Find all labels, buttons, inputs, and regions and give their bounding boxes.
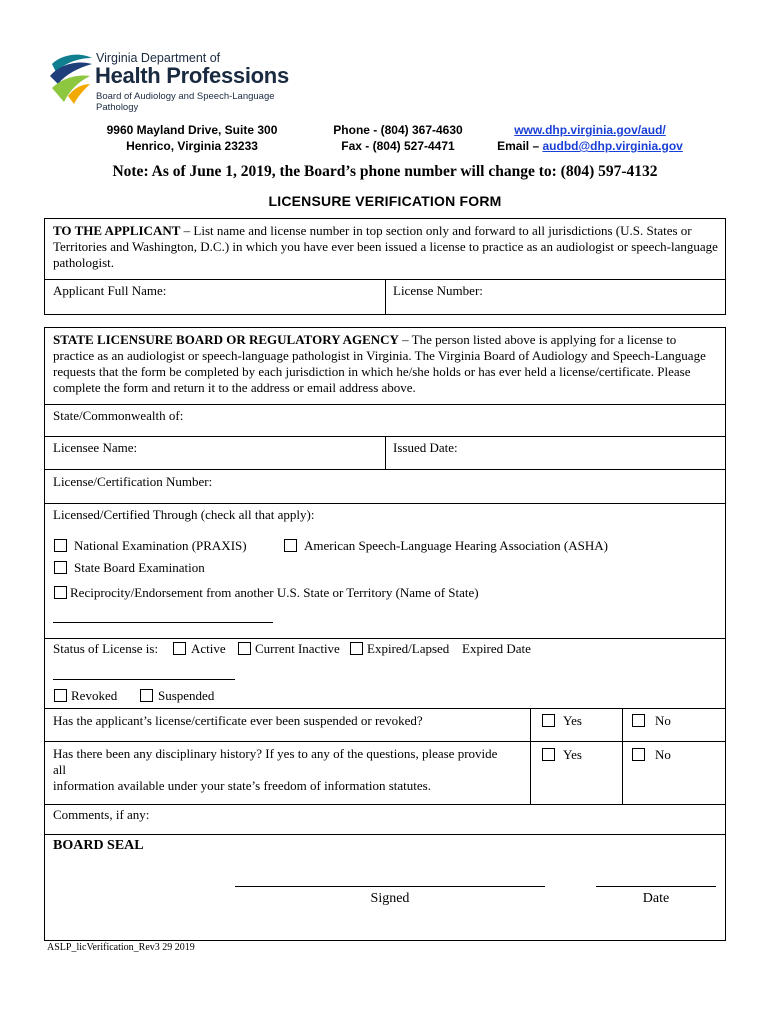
divider — [622, 708, 623, 804]
q2-line-2: all — [53, 762, 66, 777]
divider — [530, 708, 531, 804]
q2-yes-label: Yes — [563, 747, 582, 762]
logo-line-2: Health Professions — [95, 63, 289, 88]
reciprocity-label: Reciprocity/Endorsement from another U.S. State or Territory (Name of State) — [70, 585, 479, 600]
status-current-inactive-checkbox[interactable] — [238, 642, 251, 655]
dhp-logo — [48, 48, 308, 113]
status-expired-lapsed-label: Expired/Lapsed — [367, 641, 450, 656]
license-cert-number-label: License/Certification Number: — [53, 474, 213, 489]
status-current-inactive-label: Current Inactive — [255, 641, 340, 656]
divider — [385, 436, 386, 469]
asha-checkbox[interactable] — [284, 539, 297, 552]
divider — [45, 834, 725, 835]
license-number-label: License Number: — [393, 283, 483, 298]
board-phone-fax — [318, 122, 478, 154]
praxis-checkbox[interactable] — [54, 539, 67, 552]
divider — [45, 469, 725, 470]
form-title: LICENSURE VERIFICATION FORM — [268, 193, 502, 209]
address-line-1: 9960 Mayland Drive, Suite 300 — [106, 123, 278, 137]
board-instructions-text: – The person listed above is applying for a license to practice as an audiologist or speech-language pathologist in Virginia. The Virginia Board of Audiology and Speech-Language requests that the form be completed by each jurisdiction in which he/she holds or has ever held a license/certificate. Please complete the form and return it to the address or email address above. — [53, 332, 706, 395]
status-active-checkbox[interactable] — [173, 642, 186, 655]
q2-no-checkbox[interactable] — [632, 748, 645, 761]
q1-yes-label: Yes — [563, 713, 582, 728]
issued-date-label: Issued Date: — [393, 440, 458, 455]
q1-suspended-revoked: Has the applicant’s license/certificate ever been suspended or revoked? — [53, 713, 423, 728]
reciprocity-checkbox[interactable] — [54, 586, 67, 599]
board-heading: STATE LICENSURE BOARD OR REGULATORY AGENCY — [53, 332, 399, 347]
board-instructions — [53, 332, 719, 396]
signature-line[interactable] — [235, 886, 545, 887]
date-label: Date — [642, 891, 670, 906]
divider — [45, 503, 725, 504]
asha-label: American Speech-Language Hearing Association (ASHA) — [304, 538, 608, 553]
status-active-label: Active — [191, 641, 226, 656]
licensed-through-label: Licensed/Certified Through (check all that apply): — [53, 507, 315, 522]
divider — [45, 638, 725, 639]
email-prefix: Email – — [497, 139, 543, 153]
divider — [385, 279, 386, 315]
expired-date-line[interactable] — [53, 679, 235, 680]
phone-change-note: Note: As of June 1, 2019, the Board’s phone number will change to: (804) 597-4132 — [112, 163, 658, 180]
dhp-logo-icon — [48, 50, 94, 104]
divider — [45, 708, 725, 709]
logo-line-1: Virginia Department of — [96, 51, 221, 65]
status-suspended-checkbox[interactable] — [140, 689, 153, 702]
applicant-instructions-text: – List name and license number in top section only and forward to all jurisdictions (U.S. States or Territories and Washington, D.C.) in which you have ever been issued a license to practice as an audiologist or speech-language pathologist. — [53, 223, 718, 270]
q2-line-3: information available under your state’s freedom of information statutes. — [53, 778, 431, 793]
status-revoked-checkbox[interactable] — [54, 689, 67, 702]
licensee-name-label: Licensee Name: — [53, 440, 138, 455]
logo-line-3: Board of Audiology and Speech-Language Pathology — [96, 91, 275, 113]
date-line[interactable] — [596, 886, 716, 887]
status-revoked-label: Revoked — [71, 688, 118, 703]
board-web-contact — [480, 122, 700, 154]
status-expired-lapsed-checkbox[interactable] — [350, 642, 363, 655]
signed-label: Signed — [370, 891, 410, 906]
website-link[interactable]: www.dhp.virginia.gov/aud/ — [514, 123, 666, 137]
state-board-checkbox[interactable] — [54, 561, 67, 574]
address-line-2: Henrico, Virginia 23233 — [126, 139, 258, 153]
status-of-license-label: Status of License is: — [53, 641, 159, 656]
status-expired-date-label: Expired Date — [462, 641, 531, 656]
q2-no-label: No — [655, 747, 671, 762]
status-suspended-label: Suspended — [158, 688, 215, 703]
applicant-section — [44, 218, 726, 315]
praxis-label: National Examination (PRAXIS) — [74, 538, 247, 553]
email-link[interactable]: audbd@dhp.virginia.gov — [542, 139, 683, 153]
board-address — [92, 122, 292, 154]
state-commonwealth-label: State/Commonwealth of: — [53, 408, 184, 423]
state-board-label: State Board Examination — [74, 560, 205, 575]
q2-line-1: Has there been any disciplinary history? If yes to any of the questions, please provide — [53, 746, 498, 761]
reciprocity-state-line[interactable] — [53, 622, 273, 623]
comments-label: Comments, if any: — [53, 807, 150, 822]
divider — [45, 804, 725, 805]
form-revision-footer: ASLP_licVerification_Rev3 29 2019 — [47, 942, 195, 953]
fax-number: Fax - (804) 527-4471 — [341, 139, 455, 153]
q1-no-checkbox[interactable] — [632, 714, 645, 727]
phone-number: Phone - (804) 367-4630 — [333, 123, 463, 137]
q1-no-label: No — [655, 713, 671, 728]
applicant-heading: TO THE APPLICANT — [53, 223, 181, 238]
applicant-full-name-label: Applicant Full Name: — [53, 283, 167, 298]
applicant-instructions — [53, 223, 719, 271]
board-section — [44, 327, 726, 941]
q2-yes-checkbox[interactable] — [542, 748, 555, 761]
board-seal-label: BOARD SEAL — [53, 838, 144, 853]
divider — [45, 404, 725, 405]
q1-yes-checkbox[interactable] — [542, 714, 555, 727]
divider — [45, 741, 725, 742]
